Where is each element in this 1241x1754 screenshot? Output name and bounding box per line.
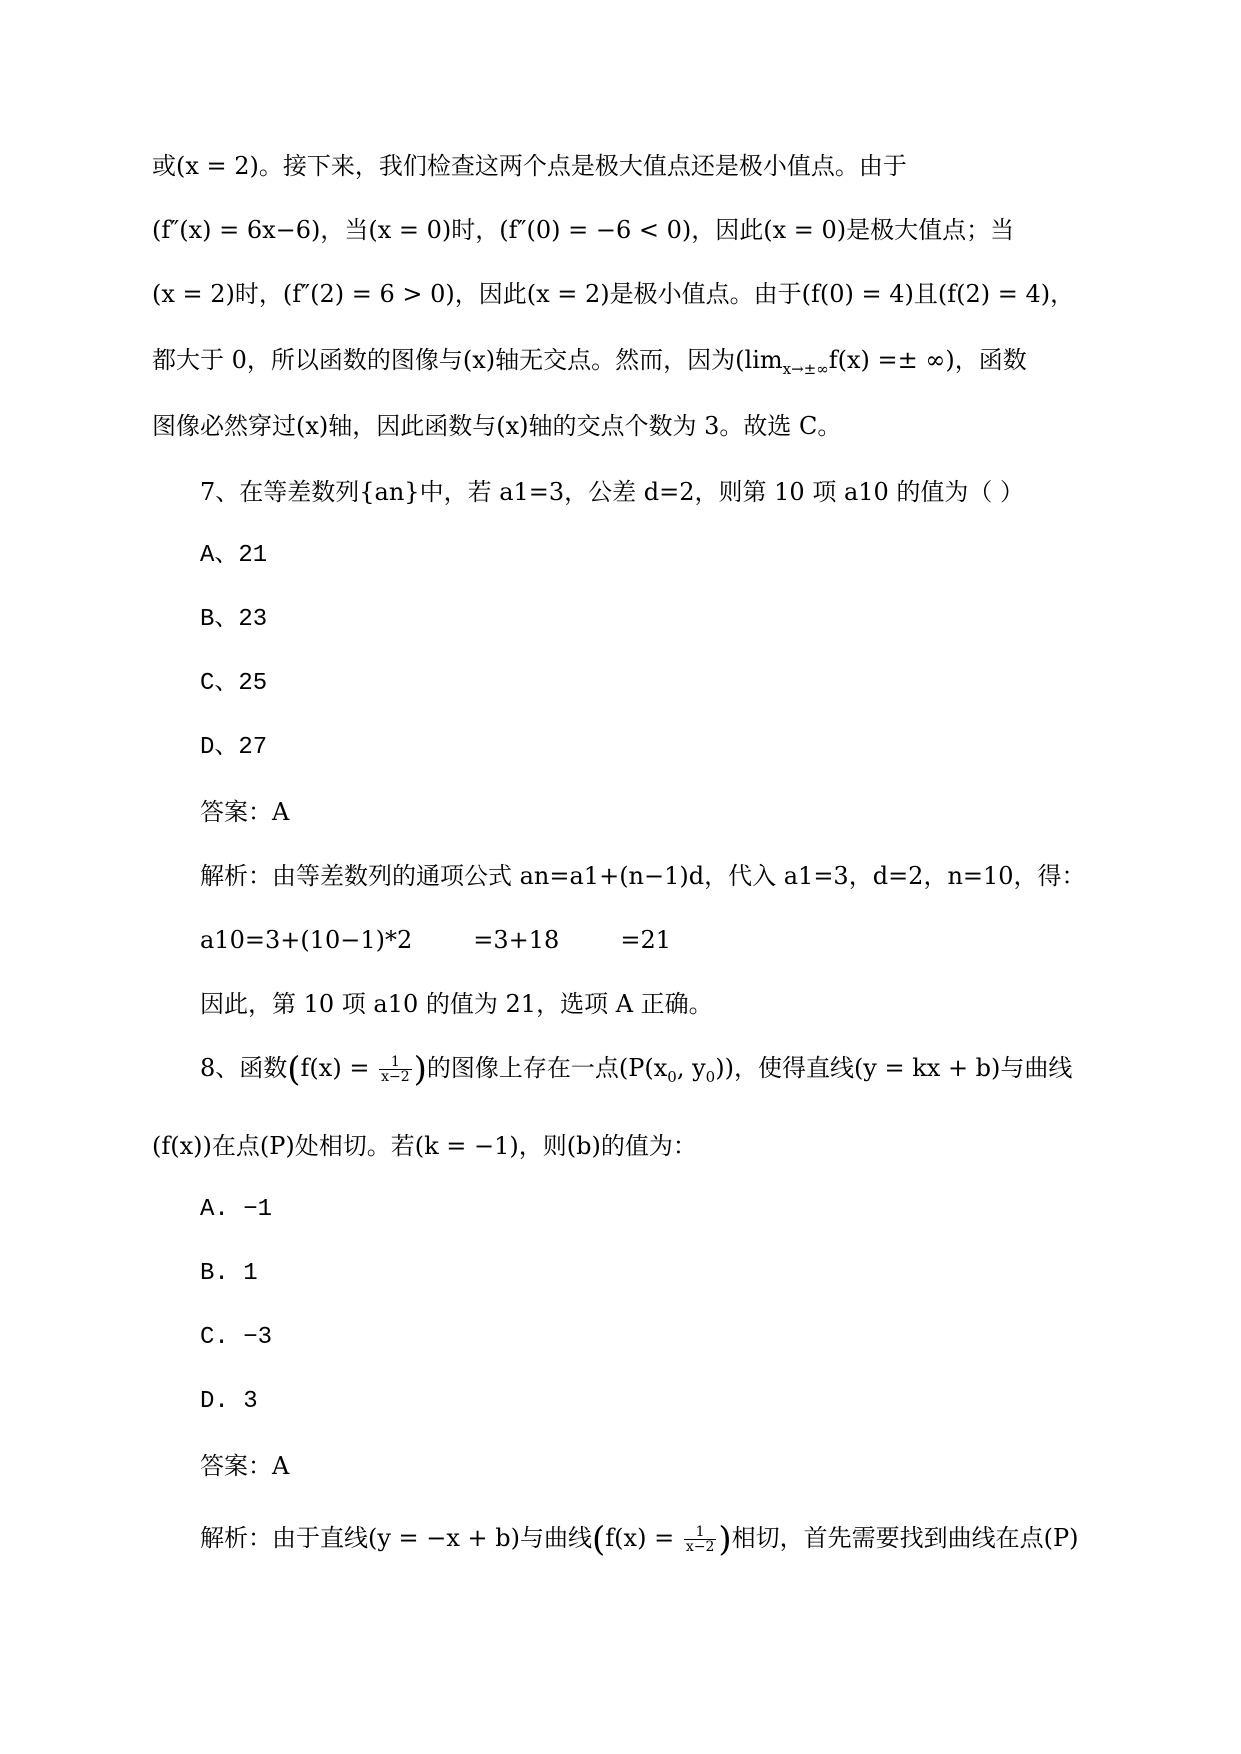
text-line: (f″(x) = 6x−6)，当(x = 0)时，(f″(0) = −6 < 0)，因此(x = 0)是极大值点；当 [152,216,1015,244]
question-8-stem-cont: (f(x))在点(P)处相切。若(k = −1)，则(b)的值为： [152,1132,697,1160]
fraction-denominator: x−2 [685,1539,715,1555]
paren: ) [718,1519,732,1560]
option-d: D. 3 [200,1388,258,1415]
text-line: (x = 2)时，(f″(2) = 6 > 0)，因此(x = 2)是极小值点。由于(f(0) = 4)且(f(2) = 4)， [152,280,1075,308]
formula: f(x) = [605,1524,682,1552]
option-c: C、25 [200,670,268,697]
paren: ( [592,1519,606,1560]
option-b: B、23 [200,606,268,633]
analysis [200,1519,1079,1560]
option-b: B. 1 [200,1260,258,1287]
fraction-numerator: 1 [379,1055,412,1070]
paren: ( [287,1049,301,1090]
fraction [379,1055,412,1084]
fraction [684,1525,717,1554]
question-7-stem: 7、在等差数列{an}中，若 a1=3，公差 d=2，则第 10 项 a10 的值为（ ） [200,478,1025,506]
formula: f(x) = [300,1054,378,1082]
limit-subscript: x→±∞ [782,359,829,378]
option-c: C. −3 [200,1324,273,1351]
subscript: 0 [667,1067,677,1086]
text-segment: ))，使得直线(y = kx + b)与曲线 [715,1054,1073,1082]
calculation: a10=3+(10−1)*2 =3+18 =21 [200,926,671,954]
text-line [152,344,1027,385]
text-segment: 相切，首先需要找到曲线在点(P) [731,1524,1079,1552]
paren: ) [413,1049,427,1090]
text-segment: 都大于 0，所以函数的图像与(x)轴无交点。然而，因为(lim [152,346,783,374]
analysis: 解析：由等差数列的通项公式 an=a1+(n−1)d，代入 a1=3，d=2，n=10，得： [200,862,1086,890]
answer: 答案：A [200,1452,290,1480]
question-8-stem [200,1049,1073,1093]
text-segment: 解析：由于直线(y = −x + b)与曲线 [200,1524,593,1552]
option-a: A、21 [200,542,268,569]
text-line: 图像必然穿过(x)轴，因此函数与(x)轴的交点个数为 3。故选 C。 [152,412,842,440]
text-segment: , y [676,1054,706,1082]
fraction-numerator: 1 [684,1525,717,1540]
conclusion: 因此，第 10 项 a10 的值为 21，选项 A 正确。 [200,990,713,1018]
text-segment: 8、函数 [200,1054,288,1082]
option-a: A. −1 [200,1196,273,1223]
subscript: 0 [705,1067,716,1086]
answer: 答案：A [200,798,290,826]
text-segment: 的图像上存在一点(P(x [426,1054,668,1082]
text-line: 或(x = 2)。接下来，我们检查这两个点是极大值点还是极小值点。由于 [152,152,907,180]
fraction-denominator: x−2 [381,1069,410,1085]
text-segment: f(x) =± ∞)，函数 [828,346,1027,374]
option-d: D、27 [200,734,268,761]
